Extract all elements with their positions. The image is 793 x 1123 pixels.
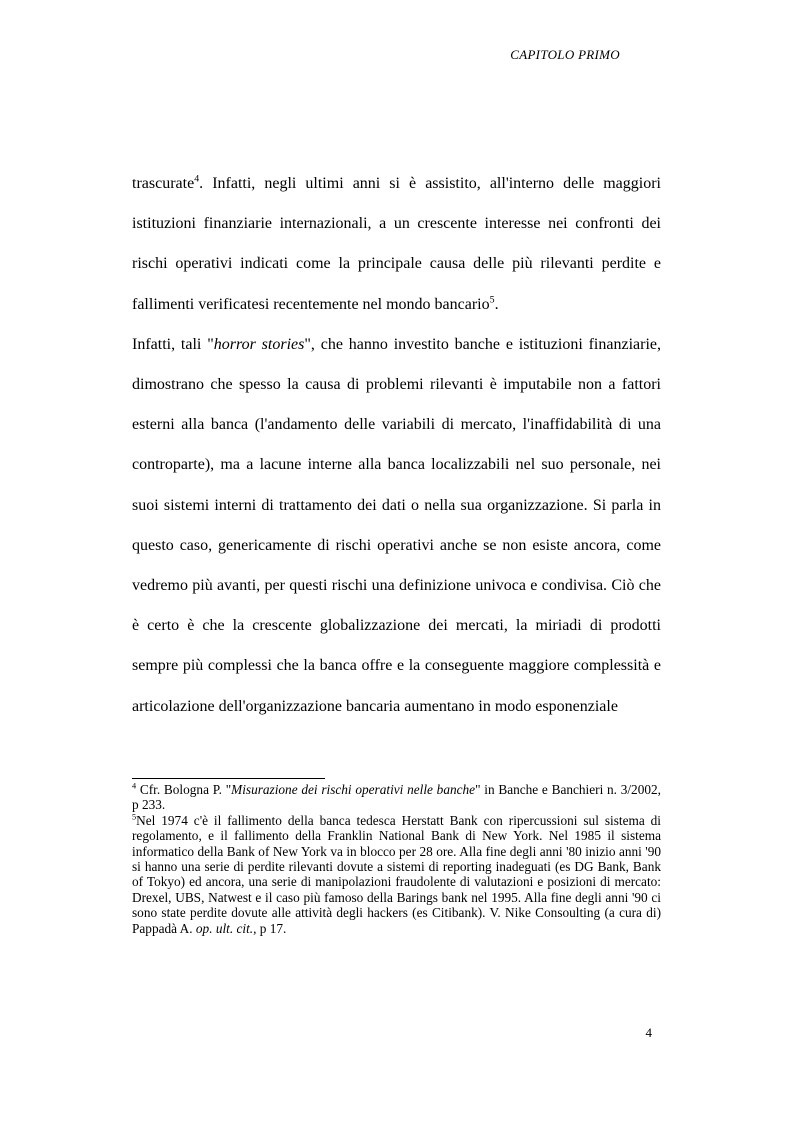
- footnote-5-text-a: Nel 1974 c'è il fallimento della banca tedesca Herstatt Bank con ripercussioni sul sistema di regolamento, e il fallimento della Franklin National Bank di New York. Nel 1985 il sistema informatico della Bank of New York va in blocco per 28 ore. Alla fine degli anni '80 inizio anni '90 si hanno una serie di perdite rilevanti dovute a sistemi di reporting inadeguati (es DG Bank, Bank of Tokyo) ed ancora, una serie di manipolazioni fraudolente di valutazioni e posizioni di mercato: Drexel, UBS, Natwest e il caso più famoso della Barings bank nel 1995. Alla fine degli anni '90 ci sono state perdite dovute alle attività degli hackers (es Citibank). V. Nike Consoulting (a cura di) Pappadà A.: [132, 812, 661, 936]
- paragraph-2-text-a: Infatti, tali ": [132, 335, 214, 353]
- footnote-4-emphasis: Misurazione dei rischi operativi nelle banche: [231, 782, 476, 797]
- footnote-ref-5: 5: [489, 294, 495, 306]
- body-text: [132, 164, 661, 727]
- footnote-ref-4: 4: [194, 173, 200, 185]
- footnote-5-emphasis: op. ult. cit.: [195, 920, 254, 936]
- footnote-4: [132, 782, 661, 813]
- paragraph-2-text-b: ", che hanno investito banche e istituzioni finanziarie, dimostrano che spesso la causa di problemi rilevanti è imputabile non a fattori esterni alla banca (l'andamento delle variabili di mercato, l'inaffidabilità di una controparte), ma a lacune interne alla banca localizzabili nel suo personale, nei suoi sistemi interni di trattamento dei dati o nella sua organizzazione. Si parla in questo caso, genericamente di rischi operativi anche se non esiste ancora, come vedremo più avanti, per questi rischi una definizione univoca e condivisa. Ciò che è certo è che la crescente globalizzazione dei mercati, la miriadi di prodotti sempre più complessi che la banca offre e la conseguente maggiore complessità e articolazione dell'organizzazione bancaria aumentano in modo esponenziale: [132, 335, 662, 715]
- footnote-5-text-b: , p 17.: [253, 920, 287, 936]
- footnotes: [132, 782, 661, 936]
- paragraph-1-text-a: trascurate: [132, 175, 195, 192]
- paragraph-2: [132, 325, 661, 727]
- running-header: CAPITOLO PRIMO: [510, 47, 620, 62]
- paragraph-1-text-c: .: [494, 295, 499, 313]
- paragraph-1: [132, 164, 661, 325]
- paragraph-2-emphasis: horror stories: [213, 335, 305, 353]
- footnote-4-number: 4: [132, 781, 137, 791]
- footnote-5: [132, 813, 661, 936]
- page-number: 4: [645, 1025, 652, 1040]
- paragraph-1-text-b: . Infatti, negli ultimi anni si è assistito, all'interno delle maggiori istituzioni finanziarie internazionali, a un crescente interesse nei confronti dei rischi operativi indicati come la principale causa delle più rilevanti perdite e fallimenti verificatesi recentemente nel mondo bancario: [132, 175, 661, 313]
- footnote-4-text-a: Cfr. Bologna P. ": [136, 782, 232, 797]
- footnote-4-text-b: " in Banche e Banchieri n. 3/2002, p 233.: [132, 782, 661, 813]
- footnote-separator: [132, 778, 325, 779]
- footnote-5-number: 5: [132, 812, 137, 822]
